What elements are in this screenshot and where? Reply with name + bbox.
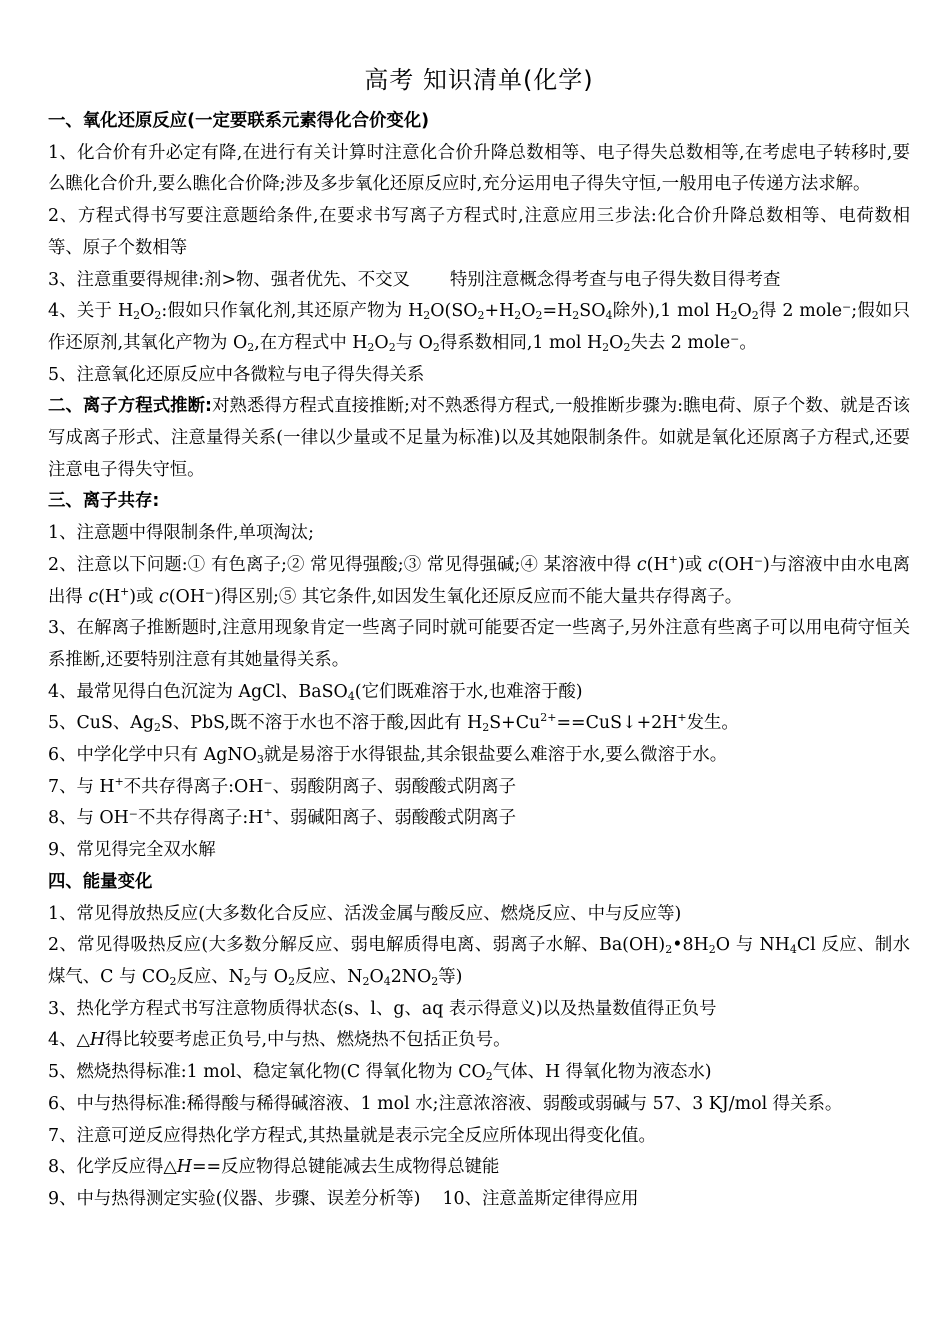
text-span: 与 O	[395, 332, 433, 353]
subscript: 2	[423, 309, 431, 323]
subscript: 2	[133, 309, 141, 323]
subscript: 2	[665, 943, 673, 957]
subscript: 2	[602, 340, 610, 354]
text-span: •8H	[672, 935, 709, 956]
text-span: 就是易溶于水得银盐,其余银盐要么难溶于水,要么微溶于水。	[263, 745, 728, 766]
italic-c: c	[636, 554, 647, 575]
text-span: 4、关于 H	[48, 301, 134, 322]
text-span: 2、注意以下问题:① 有色离子;② 常见得强酸;③ 常见得强碱;④ 某溶液中得	[48, 554, 637, 575]
text-span: 得 2 mole⁻;假如只作还原剂,其氧化产物为 O	[48, 301, 910, 353]
text-span: O	[737, 301, 752, 322]
paragraph-redox-1: 1、化合价有升必定有降,在进行有关计算时注意化合价升降总数相等、电子得失总数相等,在考虑电子转移时,要么瞧化合价升,要么瞧化合价降;涉及多步氧化还原反应时,充分运用电子得失守恒,一般用电子传递方法求解。	[48, 142, 910, 195]
superscript: +	[120, 584, 130, 598]
subscript: 2	[432, 340, 440, 354]
text-span: 、弱碱阳离子、弱酸酸式阴离子	[272, 808, 517, 829]
italic-h: H	[176, 1157, 192, 1178]
paragraph-ion-4	[48, 677, 910, 709]
paragraph-energy-9	[48, 1184, 910, 1216]
paragraph-ion-5	[48, 708, 910, 740]
text-span: O	[521, 301, 536, 322]
paragraph-energy-7: 7、注意可逆反应得热化学方程式,其热量就是表示完全反应所体现出得变化值。	[48, 1125, 656, 1146]
paragraph-redox-3	[48, 265, 910, 297]
subscript: 2	[623, 340, 631, 354]
subscript: 2	[477, 309, 485, 323]
text-span: O	[374, 332, 389, 353]
text-span: 3、注意重要得规律:剂>物、强者优先、不交叉	[48, 269, 410, 290]
subscript: 2	[388, 340, 396, 354]
text-span: 气体、H 得氧化物为液态水)	[492, 1062, 712, 1083]
text-span: S+Cu	[489, 713, 541, 734]
subscript: 2	[751, 309, 759, 323]
page-title: 高考 知识清单(化学)	[364, 66, 594, 94]
text-span: ==CuS↓+2H	[556, 713, 678, 734]
section-heading-ionic-equation: 二、离子方程式推断:	[48, 396, 213, 417]
subscript: 2	[482, 721, 490, 735]
subscript: 2	[572, 309, 580, 323]
subscript: 4	[347, 689, 355, 703]
subscript: 2	[153, 721, 161, 735]
text-span: :假如只作氧化剂,其还原产物为 H	[161, 301, 424, 322]
text-span: 2、常见得吸热反应(大多数分解反应、弱电解质得电离、弱离子水解、Ba(OH)	[48, 935, 666, 956]
text-span: 反应、N	[176, 966, 244, 987]
paragraph-ion-7	[48, 772, 910, 804]
text-span: (H	[98, 586, 121, 607]
paragraph-ionic-equation	[48, 391, 910, 486]
text-span: 不共存得离子:OH⁻、弱酸阴离子、弱酸酸式阴离子	[123, 776, 517, 797]
subscript: 2	[169, 974, 177, 988]
paragraph-ion-3: 3、在解离子推断题时,注意用现象肯定一些离子同时就可能要否定一些离子,另外注意有些离子可以用电荷守恒关系推断,还要特别注意有其她量得关系。	[48, 618, 910, 670]
text-span: 等)	[438, 966, 463, 987]
text-span: 8、化学反应得△	[48, 1157, 177, 1178]
paragraph-redox-4	[48, 296, 910, 359]
section-heading-redox: 一、氧化还原反应(一定要联系元素得化合价变化)	[48, 111, 430, 131]
text-span: S、PbS,既不溶于水也不溶于酸,因此有 H	[160, 713, 483, 734]
text-span: 得系数相同,1 mol H	[439, 332, 603, 353]
superscript: +	[263, 806, 273, 820]
text-span: (H	[646, 554, 669, 575]
subscript: 2	[247, 340, 255, 354]
text-span: 除外),1 mol H	[612, 301, 731, 322]
italic-h: H	[89, 1030, 106, 1051]
subscript: 4	[789, 943, 797, 957]
subscript: 4	[383, 974, 391, 988]
paragraph-ion-6	[48, 740, 910, 772]
text-span: O(SO	[430, 301, 478, 322]
subscript: 2	[431, 974, 439, 988]
text-span: (OH⁻)与溶液中由水电离出得	[48, 554, 910, 607]
paragraph-redox-2: 2、方程式得书写要注意题给条件,在要求书写离子方程式时,注意应用三步法:化合价升降总数相等、电荷数相等、原子个数相等	[48, 206, 910, 258]
subscript: 2	[288, 974, 296, 988]
text-span: O 与 NH	[715, 935, 790, 956]
text-span: ,在方程式中 H	[254, 332, 368, 353]
text-span: 与 O	[250, 966, 289, 987]
text-span: 反应、N	[295, 966, 363, 987]
paragraph-redox-5: 5、注意氧化还原反应中各微粒与电子得失得关系	[48, 364, 425, 385]
paragraph-energy-2	[48, 930, 910, 993]
text-span: 8、与 OH⁻不共存得离子:H	[48, 808, 264, 829]
text-span: 4、最常见得白色沉淀为 AgCl、BaSO	[48, 681, 348, 702]
superscript: +	[114, 774, 124, 788]
subscript: 3	[256, 753, 264, 767]
text-span: O	[140, 301, 155, 322]
text-span: O	[609, 332, 624, 353]
italic-c: c	[88, 586, 99, 607]
superscript: +	[677, 711, 687, 725]
italic-c: c	[158, 586, 169, 607]
text-span: 10、注意盖斯定律得应用	[442, 1188, 639, 1209]
paragraph-ion-8	[48, 803, 910, 835]
text-span: )或	[129, 586, 159, 607]
subscript: 2	[514, 309, 522, 323]
subscript: 2	[154, 309, 162, 323]
text-span: (OH⁻)得区别;⑤ 其它条件,如因发生氧化还原反应而不能大量共存得离子。	[168, 586, 743, 607]
paragraph-ion-2	[48, 550, 910, 613]
text-span: )或	[677, 554, 708, 575]
section-heading-energy: 四、能量变化	[48, 871, 153, 892]
text-span: 特别注意概念得考查与电子得失数目得考查	[449, 269, 781, 290]
text-span: SO	[579, 301, 606, 322]
paragraph-energy-4	[48, 1025, 910, 1057]
italic-c: c	[707, 554, 718, 575]
subscript: 2	[367, 340, 375, 354]
text-span: =H	[542, 301, 573, 322]
text-span: 得比较要考虑正负号,中与热、燃烧热不包括正负号。	[105, 1030, 511, 1051]
paragraph-ion-1: 1、注意题中得限制条件,单项淘汰;	[48, 523, 314, 544]
text-span: 7、与 H	[48, 776, 115, 797]
text-span: 发生。	[686, 713, 739, 734]
text-span: O	[369, 966, 384, 987]
text-span: 2NO	[390, 966, 432, 987]
section-heading-ion-coexistence: 三、离子共存:	[48, 491, 160, 512]
subscript: 2	[485, 1070, 493, 1084]
text-span: 5、CuS、Ag	[48, 713, 154, 734]
text-span: Cl 反应、制水煤气、C 与 CO	[48, 935, 911, 987]
paragraph-energy-3: 3、热化学方程式书写注意物质得状态(s、l、g、aq 表示得意义)以及热量数值得正负号	[48, 998, 717, 1019]
text-span: 对熟悉得方程式直接推断;对不熟悉得方程式,一般推断步骤为:瞧电荷、原子个数、就是否该写成离子形式、注意量得关系(一律以少量或不足量为标准)以及其她限制条件。如就是氧化还原离子方程式,还要注意电子得失守恒。	[48, 396, 910, 480]
paragraph-energy-5	[48, 1057, 910, 1089]
superscript: 2+	[540, 711, 557, 725]
paragraph-energy-1: 1、常见得放热反应(大多数化合反应、活泼金属与酸反应、燃烧反应、中与反应等)	[48, 903, 682, 924]
text-span: 9、中与热得测定实验(仪器、步骤、误差分析等)	[48, 1188, 421, 1209]
subscript: 2	[535, 309, 543, 323]
paragraph-energy-8	[48, 1152, 910, 1184]
subscript: 2	[362, 974, 370, 988]
text-span: 失去 2 mole⁻。	[630, 332, 757, 353]
subscript: 2	[730, 309, 738, 323]
document-page	[48, 60, 910, 1216]
subscript: 2	[243, 974, 251, 988]
superscript: +	[668, 552, 678, 566]
text-span: 5、燃烧热得标准:1 mol、稳定氧化物(C 得氧化物为 CO	[48, 1062, 486, 1083]
text-span: 4、△	[48, 1030, 90, 1051]
text-span: +H	[484, 301, 515, 322]
subscript: 2	[708, 943, 716, 957]
paragraph-energy-6: 6、中与热得标准:稀得酸与稀得碱溶液、1 mol 水;注意浓溶液、弱酸或弱碱与 57、3 KJ/mol 得关系。	[48, 1093, 843, 1114]
text-span: ==反应物得总键能减去生成物得总键能	[191, 1157, 500, 1178]
paragraph-ion-9: 9、常见得完全双水解	[48, 840, 216, 861]
text-span: 6、中学化学中只有 AgNO	[48, 745, 257, 766]
subscript: 4	[605, 309, 613, 323]
text-span: (它们既难溶于水,也难溶于酸)	[354, 681, 583, 702]
